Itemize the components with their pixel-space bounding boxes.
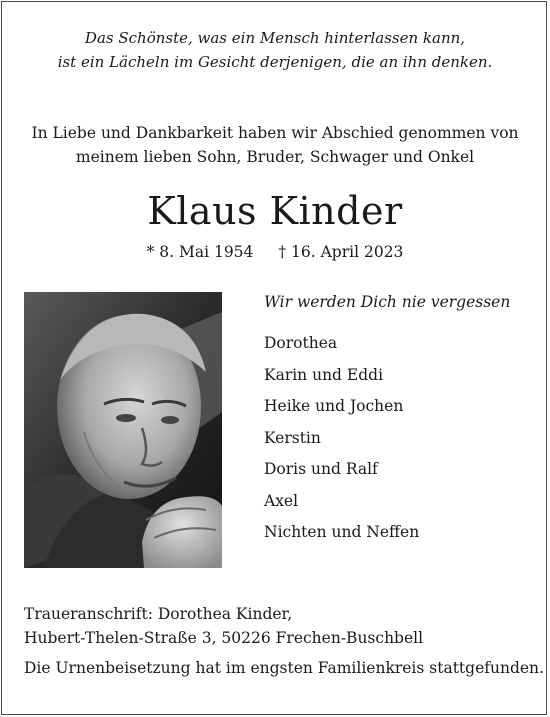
mourner-name: Doris und Ralf — [264, 460, 378, 478]
mourner-name: Heike und Jochen — [264, 397, 404, 415]
mourner-name: Kerstin — [264, 428, 321, 447]
intro-line-2: meinem lieben Sohn, Bruder, Schwager und Onkel — [75, 148, 475, 166]
mourners-list — [264, 288, 534, 549]
death-date: † 16. April 2023 — [278, 243, 404, 261]
mourner-name: Karin und Eddi — [264, 365, 384, 384]
portrait-photo — [24, 292, 222, 568]
address-line-1: Traueranschrift: Dorothea Kinder, — [24, 605, 293, 623]
mourning-address — [24, 602, 423, 650]
birth-date: * 8. Mai 1954 — [146, 243, 254, 261]
mourners-motto: Wir werden Dich nie vergessen — [264, 293, 511, 311]
quote-line-2: ist ein Lächeln im Gesicht derjenigen, die an ihn denken. — [57, 53, 493, 71]
life-dates — [0, 240, 550, 264]
urn-notice: Die Urnenbeisetzung hat im engsten Familienkreis stattgefunden. — [24, 659, 544, 677]
intro-text — [0, 121, 550, 169]
mourner-name: Axel — [264, 491, 299, 510]
mourner-name: Nichten und Neffen — [264, 523, 420, 541]
memorial-quote — [0, 26, 550, 74]
mourner-name: Dorothea — [264, 334, 338, 352]
deceased-name: Klaus Kinder — [147, 189, 403, 233]
address-line-2: Hubert-Thelen-Straße 3, 50226 Frechen-Buschbell — [24, 629, 424, 647]
quote-line-1: Das Schönste, was ein Mensch hinterlassen kann, — [84, 29, 466, 47]
intro-line-1: In Liebe und Dankbarkeit haben wir Abschied genommen von — [31, 124, 519, 142]
